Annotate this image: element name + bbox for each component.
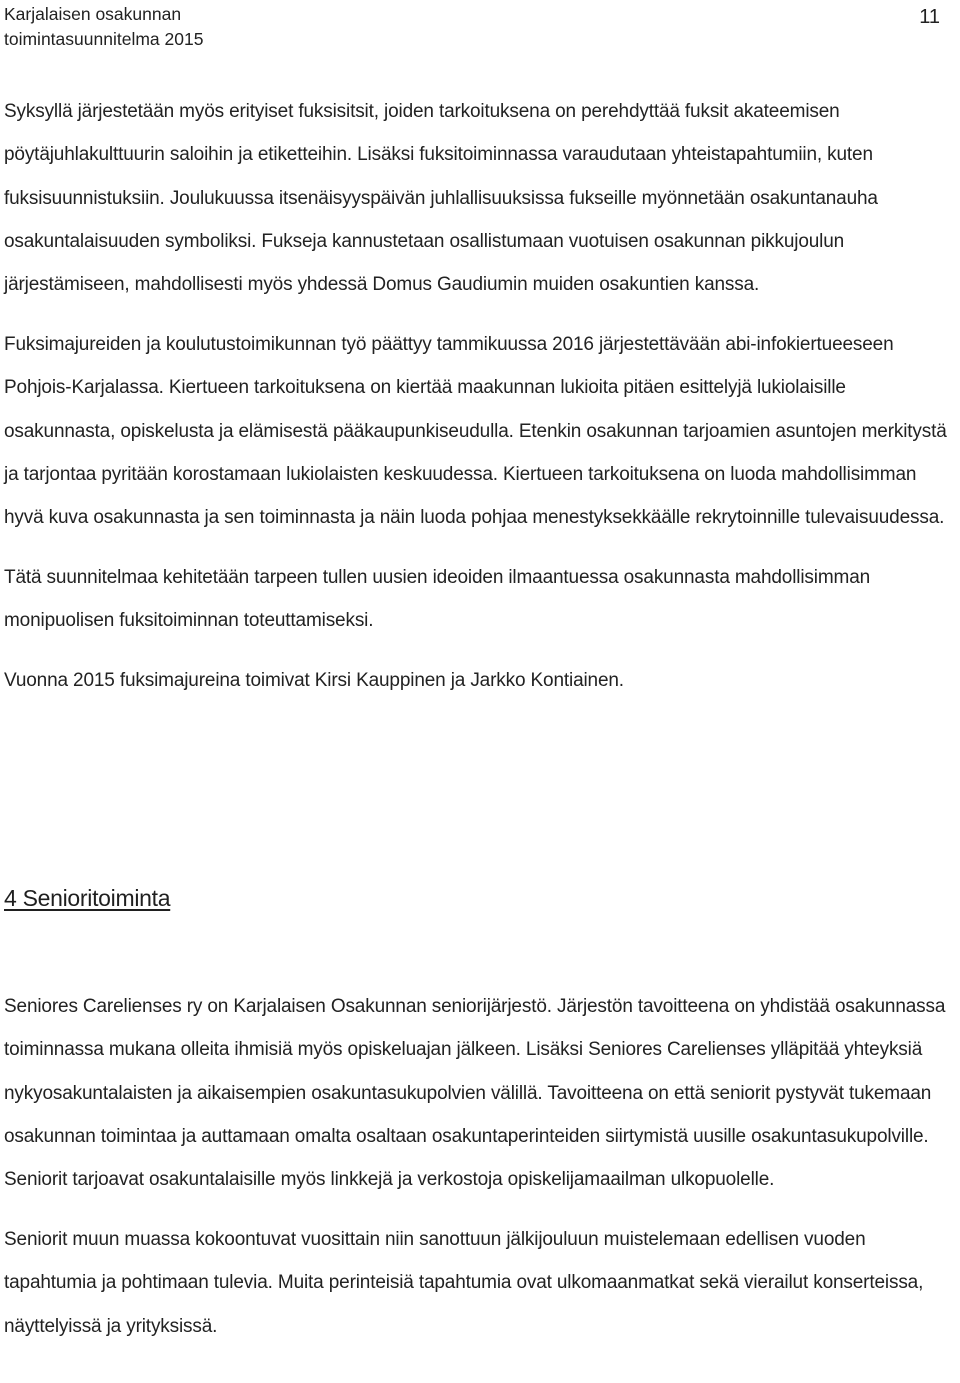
paragraph: Seniores Carelienses ry on Karjalaisen Osakunnan seniorijärjestö. Järjestön tavoitteena on yhdistää osakunnassa toiminnassa mukana olleita ihmisiä myös opiskeluajan jälkeen. Lisäksi Seniores Carelienses ylläpitää yhteyksiä nykyosakuntalaisten ja aikaisempien osakuntasukupolvien välillä. Tavoitteena on että seniorit pystyvät tukemaan osakunnan toimintaa ja auttamaan omalta osaltaan osakuntaperinteiden siirtymistä uusille osakuntasukupolville. Seniorit tarjoavat osakuntalaisille myös linkkejä ja verkostoja opiskelijamaailman ulkopuolelle. <box>4 996 946 1191</box>
running-header <box>4 2 952 52</box>
paragraph: Vuonna 2015 fuksimajureina toimivat Kirsi Kauppinen ja Jarkko Kontiainen. <box>4 670 624 692</box>
paragraph: Fuksimajureiden ja koulutustoimikunnan työ päättyy tammikuussa 2016 järjestettävään abi-infokiertueeseen Pohjois-Karjalassa. Kiertueen tarkoituksena on kiertää maakunnan lukioita pitäen esittelyjä lukiolaisille osakunnasta, opiskelusta ja elämisestä pääkaupunkiseudulla. Etenkin osakunnan tarjoamien asuntojen merkitystä ja tarjontaa pyritään korostamaan lukiolaisten keskuudessa. Kiertueen tarkoituksena on luoda mahdollisimman hyvä kuva osakunnasta ja sen toiminnasta ja näin luoda pohjaa menestyksekkäälle rekrytoinnille tulevaisuudessa. <box>4 333 947 529</box>
header-title-line-2: toimintasuunnitelma 2015 <box>4 29 204 49</box>
senior-section-body <box>4 985 950 1348</box>
paragraph: Seniorit muun muassa kokoontuvat vuosittain niin sanottuun jälkijouluun muistelemaan edellisen vuoden tapahtumia ja pohtimaan tulevia. Muita perinteisiä tapahtumia ovat ulkomaanmatkat sekä vierailut konserteissa, näyttelyissä ja yrityksissä. <box>4 1228 924 1337</box>
section-heading-senioritoiminta: 4 Senioritoiminta <box>4 885 171 911</box>
header-title-line-1: Karjalaisen osakunnan <box>4 4 182 24</box>
paragraph: Syksyllä järjestetään myös erityiset fuksisitsit, joiden tarkoituksena on perehdyttää fuksit akateemisen pöytäjuhlakulttuurin saloihin ja etiketteihin. Lisäksi fuksitoiminnassa varaudutaan yhteistapahtumiin, kuten fuksisuunnistuksiin. Joulukuussa itsenäisyyspäivän juhlallisuuksissa fukseille myönnetään osakuntanauha osakuntalaisuuden symboliksi. Fukseja kannustetaan osallistumaan vuotuisen osakunnan pikkujoulun järjestämiseen, mahdollisesti myös yhdessä Domus Gaudiumin muiden osakuntien kanssa. <box>4 101 878 296</box>
page-number: 11 <box>919 6 940 28</box>
paragraph: Tätä suunnitelmaa kehitetään tarpeen tullen uusien ideoiden ilmaantuessa osakunnasta mahdollisimman monipuolisen fuksitoiminnan toteuttamiseksi. <box>4 566 871 632</box>
fuksi-section-body <box>4 90 950 702</box>
